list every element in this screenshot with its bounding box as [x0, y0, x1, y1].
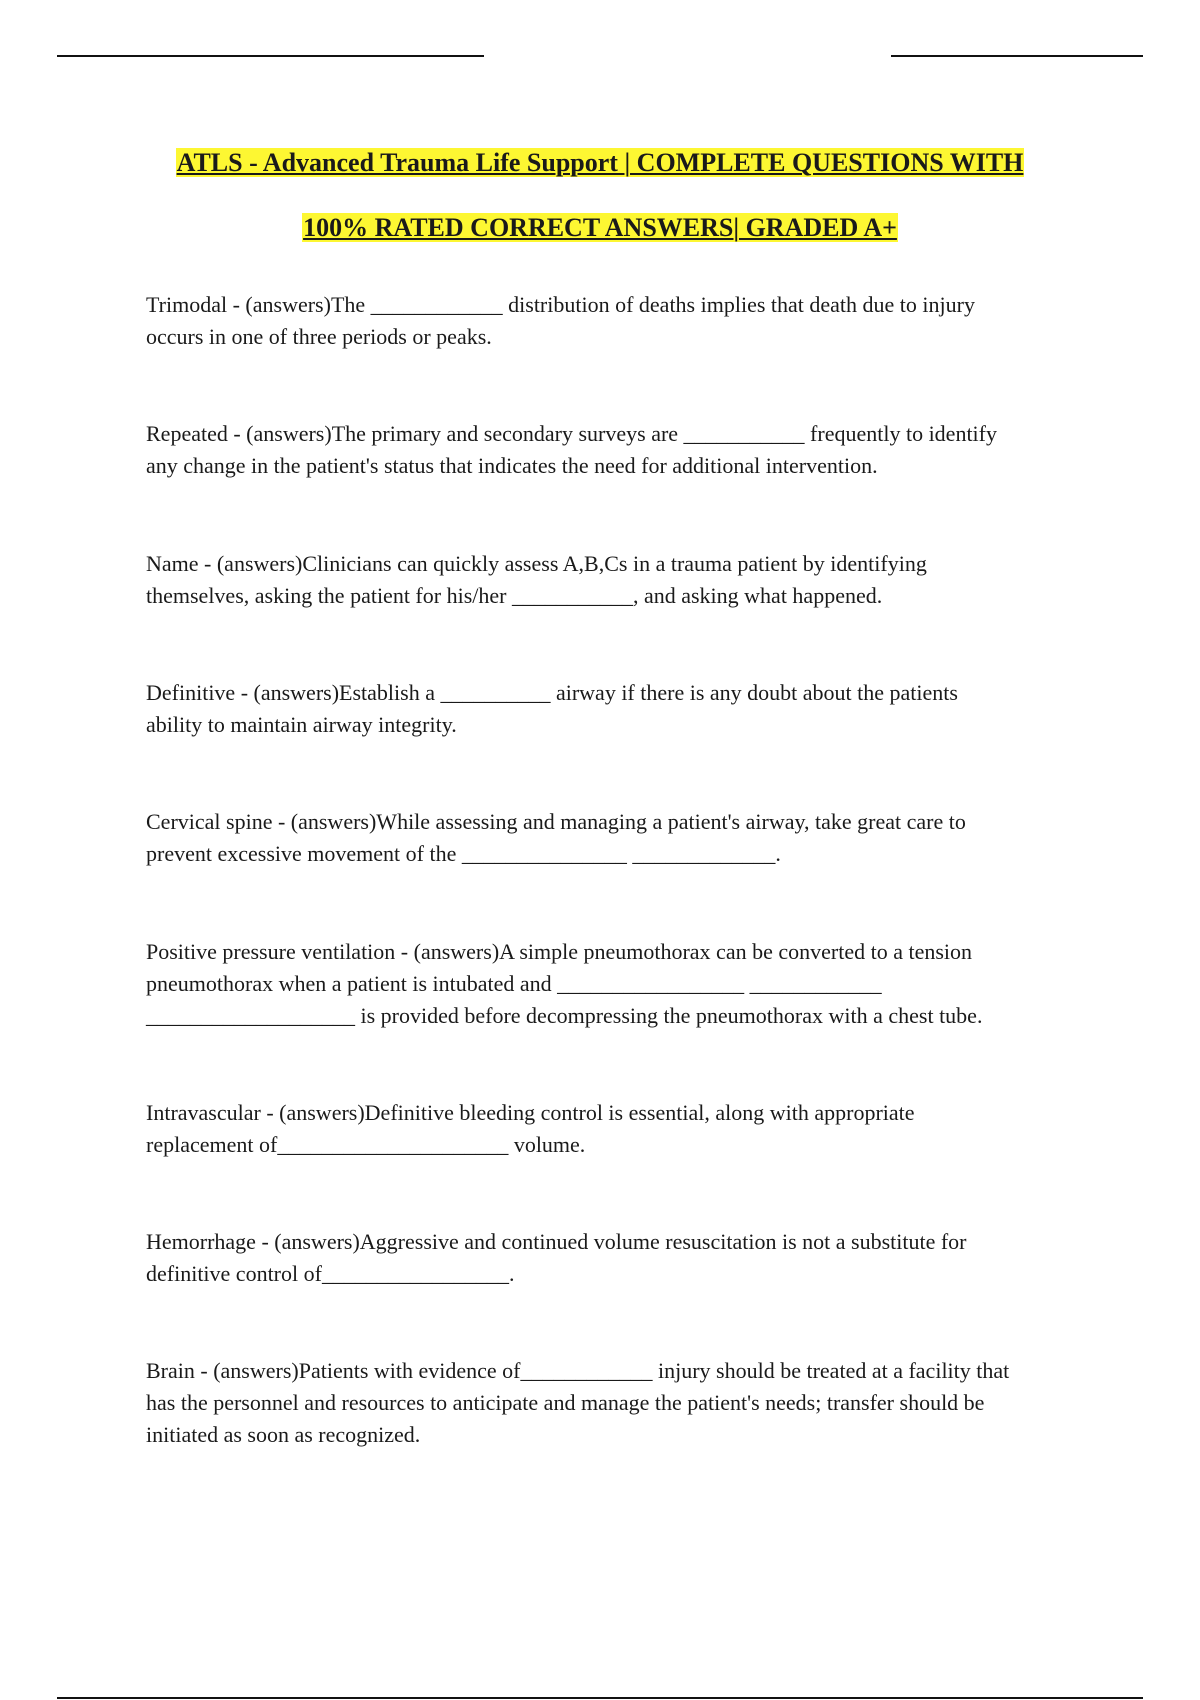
header-rule-left [57, 55, 484, 57]
qa-entry-positive-pressure-ventilation [146, 936, 1096, 1032]
qa-line: Definitive - (answers)Establish a __________ airway if there is any doubt about the patients [146, 680, 958, 705]
qa-line: pneumothorax when a patient is intubated and _________________ ____________ [146, 971, 882, 996]
qa-entry-intravascular [146, 1097, 1096, 1161]
qa-line: initiated as soon as recognized. [146, 1422, 421, 1447]
title-highlight-2: 100% RATED CORRECT ANSWERS| GRADED A+ [303, 213, 897, 242]
qa-line: definitive control of_________________. [146, 1261, 515, 1286]
qa-line: replacement of_____________________ volume. [146, 1132, 586, 1157]
qa-entry-cervical-spine [146, 806, 1096, 870]
header-rule-right [891, 55, 1143, 57]
qa-entry-trimodal [146, 289, 1096, 353]
qa-line: prevent excessive movement of the _______________ _____________. [146, 841, 781, 866]
qa-entry-repeated [146, 418, 1096, 482]
qa-entry-definitive [146, 677, 1096, 741]
qa-line: Intravascular - (answers)Definitive bleeding control is essential, along with appropriate [146, 1100, 915, 1125]
qa-entry-hemorrhage [146, 1226, 1096, 1290]
qa-line: Brain - (answers)Patients with evidence of____________ injury should be treated at a facility that [146, 1358, 1010, 1383]
qa-line: any change in the patient's status that indicates the need for additional intervention. [146, 453, 878, 478]
qa-line: Repeated - (answers)The primary and secondary surveys are ___________ frequently to identify [146, 421, 997, 446]
qa-line: has the personnel and resources to anticipate and manage the patient's needs; transfer should be [146, 1390, 985, 1415]
qa-line: ___________________ is provided before decompressing the pneumothorax with a chest tube. [146, 1003, 983, 1028]
qa-line: Name - (answers)Clinicians can quickly assess A,B,Cs in a trauma patient by identifying [146, 551, 927, 576]
qa-entry-brain [146, 1355, 1096, 1451]
qa-line: occurs in one of three periods or peaks. [146, 324, 492, 349]
title-highlight-1: ATLS - Advanced Trauma Life Support | COMPLETE QUESTIONS WITH [176, 148, 1024, 177]
qa-line: Cervical spine - (answers)While assessing and managing a patient's airway, take great care to [146, 809, 966, 834]
qa-entry-name [146, 548, 1096, 612]
footer-rule [57, 1697, 1143, 1699]
qa-line: themselves, asking the patient for his/her ___________, and asking what happened. [146, 583, 883, 608]
qa-line: ability to maintain airway integrity. [146, 712, 457, 737]
document-title-line-1 [0, 148, 1200, 178]
qa-line: Hemorrhage - (answers)Aggressive and continued volume resuscitation is not a substitute for [146, 1229, 967, 1254]
qa-line: Trimodal - (answers)The ____________ distribution of deaths implies that death due to injury [146, 292, 975, 317]
qa-line: Positive pressure ventilation - (answers)A simple pneumothorax can be converted to a tension [146, 939, 973, 964]
document-title-line-2 [0, 213, 1200, 243]
